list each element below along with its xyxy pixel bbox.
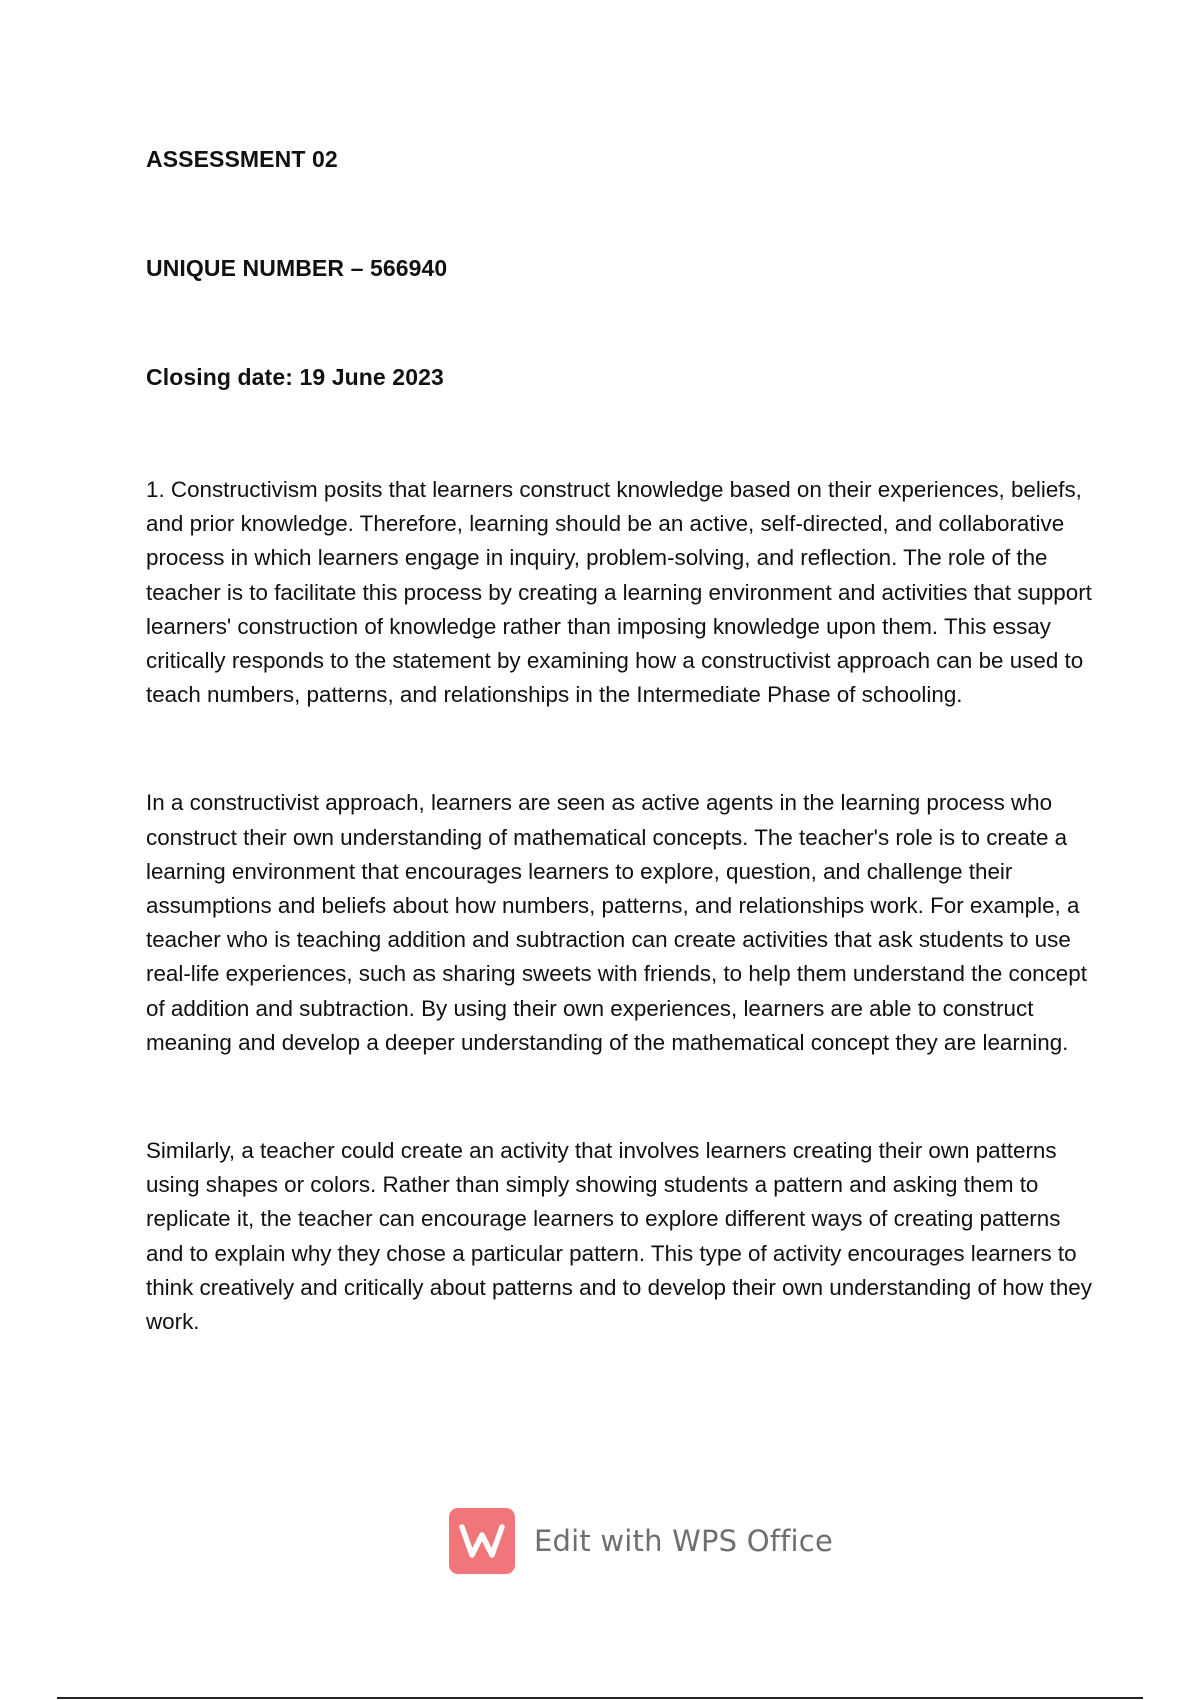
- wps-logo-icon: [449, 1508, 515, 1574]
- paragraph-3: Similarly, a teacher could create an activity that involves learners creating their own patterns using shapes or colors. Rather than simply showing students a pattern and asking them to replicate it, the teacher can encourage learners to explore different ways of creating patterns and to explain why they chose a particular pattern. This type of activity encourages learners to think creatively and critically about patterns and to develop their own understanding of how they work.: [146, 1138, 1092, 1335]
- document-body: [146, 142, 1096, 1413]
- wps-watermark-label[interactable]: Edit with WPS Office: [534, 1524, 833, 1558]
- page-bottom-divider: [57, 1697, 1143, 1699]
- closing-date: Closing date: 19 June 2023: [146, 364, 444, 390]
- wps-w-glyph: [459, 1523, 505, 1559]
- paragraph-2: In a constructivist approach, learners are seen as active agents in the learning process who construct their own understanding of mathematical concepts. The teacher's role is to create a learning environment that encourages learners to explore, question, and challenge their assumptions and beliefs about how numbers, patterns, and relationships work. For example, a teacher who is teaching addition and subtraction can create activities that ask students to use real-life experiences, such as sharing sweets with friends, to help them understand the concept of addition and subtraction. By using their own experiences, learners are able to construct meaning and develop a deeper understanding of the mathematical concept they are learning.: [146, 790, 1087, 1055]
- paragraph-1: 1. Constructivism posits that learners construct knowledge based on their experiences, beliefs, and prior knowledge. Therefore, learning should be an active, self-directed, and collaborative process in which learners engage in inquiry, problem-solving, and reflection. The role of the teacher is to facilitate this process by creating a learning environment and activities that support learners' construction of knowledge rather than imposing knowledge upon them. This essay critically responds to the statement by examining how a constructivist approach can be used to teach numbers, patterns, and relationships in the Intermediate Phase of schooling.: [146, 477, 1092, 708]
- unique-number: UNIQUE NUMBER – 566940: [146, 255, 448, 281]
- assessment-title: ASSESSMENT 02: [146, 146, 338, 172]
- wps-watermark[interactable]: [449, 1508, 833, 1574]
